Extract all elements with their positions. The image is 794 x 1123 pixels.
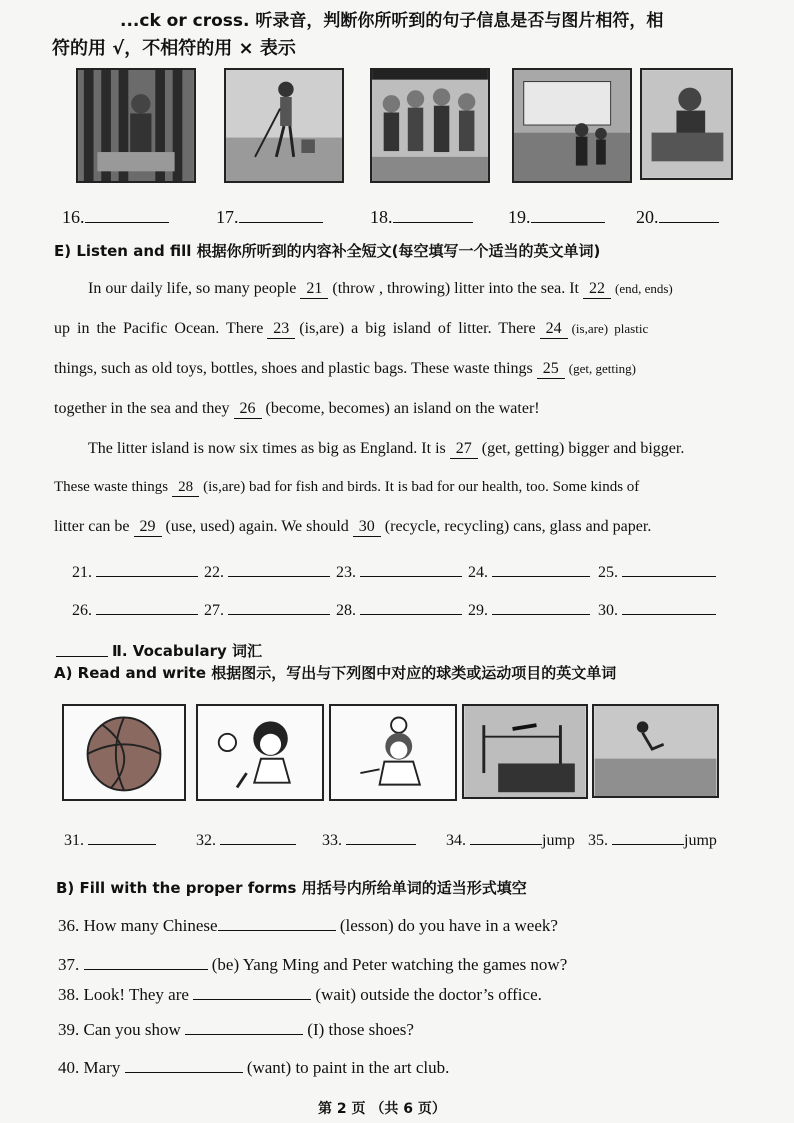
listening-instruction-line2: 符的用 √，不相符的用 × 表示: [52, 38, 296, 59]
picture-20: [640, 68, 733, 180]
question-39: 39. Can you show (I) those shoes?: [58, 1020, 414, 1039]
picture-18: [370, 68, 490, 183]
section-2b-title: B) Fill with the proper forms 用括号内所给单词的适当形式填空: [56, 879, 527, 897]
question-40: 40. Mary (want) to paint in the art club.: [58, 1058, 450, 1077]
answer-32-blank[interactable]: [220, 828, 296, 845]
answer-29-blank[interactable]: [492, 598, 590, 615]
answer-31-blank[interactable]: [88, 828, 156, 845]
answer-17: 17.: [216, 206, 323, 228]
answer-23-blank[interactable]: [360, 560, 462, 577]
answer-32: 32.: [196, 828, 296, 850]
answer-22-blank[interactable]: [228, 560, 330, 577]
answer-26: 26.: [72, 598, 198, 620]
question-40-blank[interactable]: [125, 1058, 243, 1073]
answer-16-blank[interactable]: [85, 206, 169, 223]
answer-21: 21.: [72, 560, 198, 582]
answer-23: 23.: [336, 560, 462, 582]
para1-line4: together in the sea and they 26 (become, becomes) an island on the water!: [54, 400, 540, 417]
picture-17: [224, 68, 344, 183]
answer-26-blank[interactable]: [96, 598, 198, 615]
answer-28: 28.: [336, 598, 462, 620]
answer-24-blank[interactable]: [492, 560, 590, 577]
para1-line3: things, such as old toys, bottles, shoes and plastic bags. These waste things 25 (get, getting): [54, 360, 636, 377]
page-footer: 第 2 页 （共 6 页）: [318, 1101, 446, 1117]
answer-25: 25.: [598, 560, 716, 582]
answer-30: 30.: [598, 598, 716, 620]
picture-33-volleyball: [329, 704, 457, 801]
jump-label-35: jump: [684, 832, 717, 849]
picture-34-high-jump: [462, 704, 588, 799]
jump-label-34: jump: [542, 832, 575, 849]
answer-34-blank[interactable]: [470, 828, 542, 845]
answer-25-blank[interactable]: [622, 560, 716, 577]
picture-19: [512, 68, 632, 183]
answer-19: 19.: [508, 206, 605, 228]
para2-line3: litter can be 29 (use, used) again. We should 30 (recycle, recycling) cans, glass and paper.: [54, 518, 652, 535]
answer-22: 22.: [204, 560, 330, 582]
section-2-score-blank[interactable]: [56, 656, 108, 657]
picture-32-football: [196, 704, 324, 801]
listening-instruction-line1: ...ck or cross. 听录音，判断你所听到的句子信息是否与图片相符，相: [120, 11, 664, 31]
section-2a-title: A) Read and write 根据图示，写出与下列图中对应的球类或运动项目的英文单词: [54, 664, 617, 682]
answer-35-blank[interactable]: [612, 828, 684, 845]
answer-27: 27.: [204, 598, 330, 620]
answer-21-blank[interactable]: [96, 560, 198, 577]
answer-20-blank[interactable]: [659, 206, 719, 223]
answer-28-blank[interactable]: [360, 598, 462, 615]
picture-31-basketball: [62, 704, 186, 801]
section-2-title: Ⅱ. Vocabulary 词汇: [112, 642, 262, 660]
answer-29: 29.: [468, 598, 590, 620]
para2-line1: The litter island is now six times as big as England. It is 27 (get, getting) bigger and bigger.: [88, 440, 685, 457]
para1-line2: up in the Pacific Ocean. There 23 (is,are) a big island of litter. There 24 (is,are) plastic: [54, 320, 649, 337]
answer-19-blank[interactable]: [531, 206, 605, 223]
question-37-blank[interactable]: [84, 955, 208, 970]
answer-16: 16.: [62, 206, 169, 228]
answer-35: 35. jump: [588, 828, 717, 850]
answer-17-blank[interactable]: [239, 206, 323, 223]
question-38: 38. Look! They are (wait) outside the doctor’s office.: [58, 985, 542, 1004]
answer-27-blank[interactable]: [228, 598, 330, 615]
answer-31: 31.: [64, 828, 156, 850]
picture-16: [76, 68, 196, 183]
question-36-blank[interactable]: [218, 916, 336, 931]
answer-33: 33.: [322, 828, 416, 850]
question-39-blank[interactable]: [185, 1020, 303, 1035]
question-38-blank[interactable]: [193, 985, 311, 1000]
answer-18-blank[interactable]: [393, 206, 473, 223]
para1-line1: In our daily life, so many people 21 (throw , throwing) litter into the sea. It 22 (end, ends): [88, 280, 673, 297]
question-36: 36. How many Chinese (lesson) do you have in a week?: [58, 916, 558, 935]
answer-24: 24.: [468, 560, 590, 582]
para2-line2: These waste things 28 (is,are) bad for fish and birds. It is bad for our health, too. Some kinds of: [54, 479, 640, 495]
answer-18: 18.: [370, 206, 473, 228]
question-37: 37. (be) Yang Ming and Peter watching the games now?: [58, 955, 568, 974]
answer-34: 34. jump: [446, 828, 575, 850]
answer-33-blank[interactable]: [346, 828, 416, 845]
section-e-title: E) Listen and fill 根据你所听到的内容补全短文(每空填写一个适当的英文单词): [54, 242, 601, 260]
answer-20: 20.: [636, 206, 719, 228]
picture-35-long-jump: [592, 704, 719, 798]
answer-30-blank[interactable]: [622, 598, 716, 615]
